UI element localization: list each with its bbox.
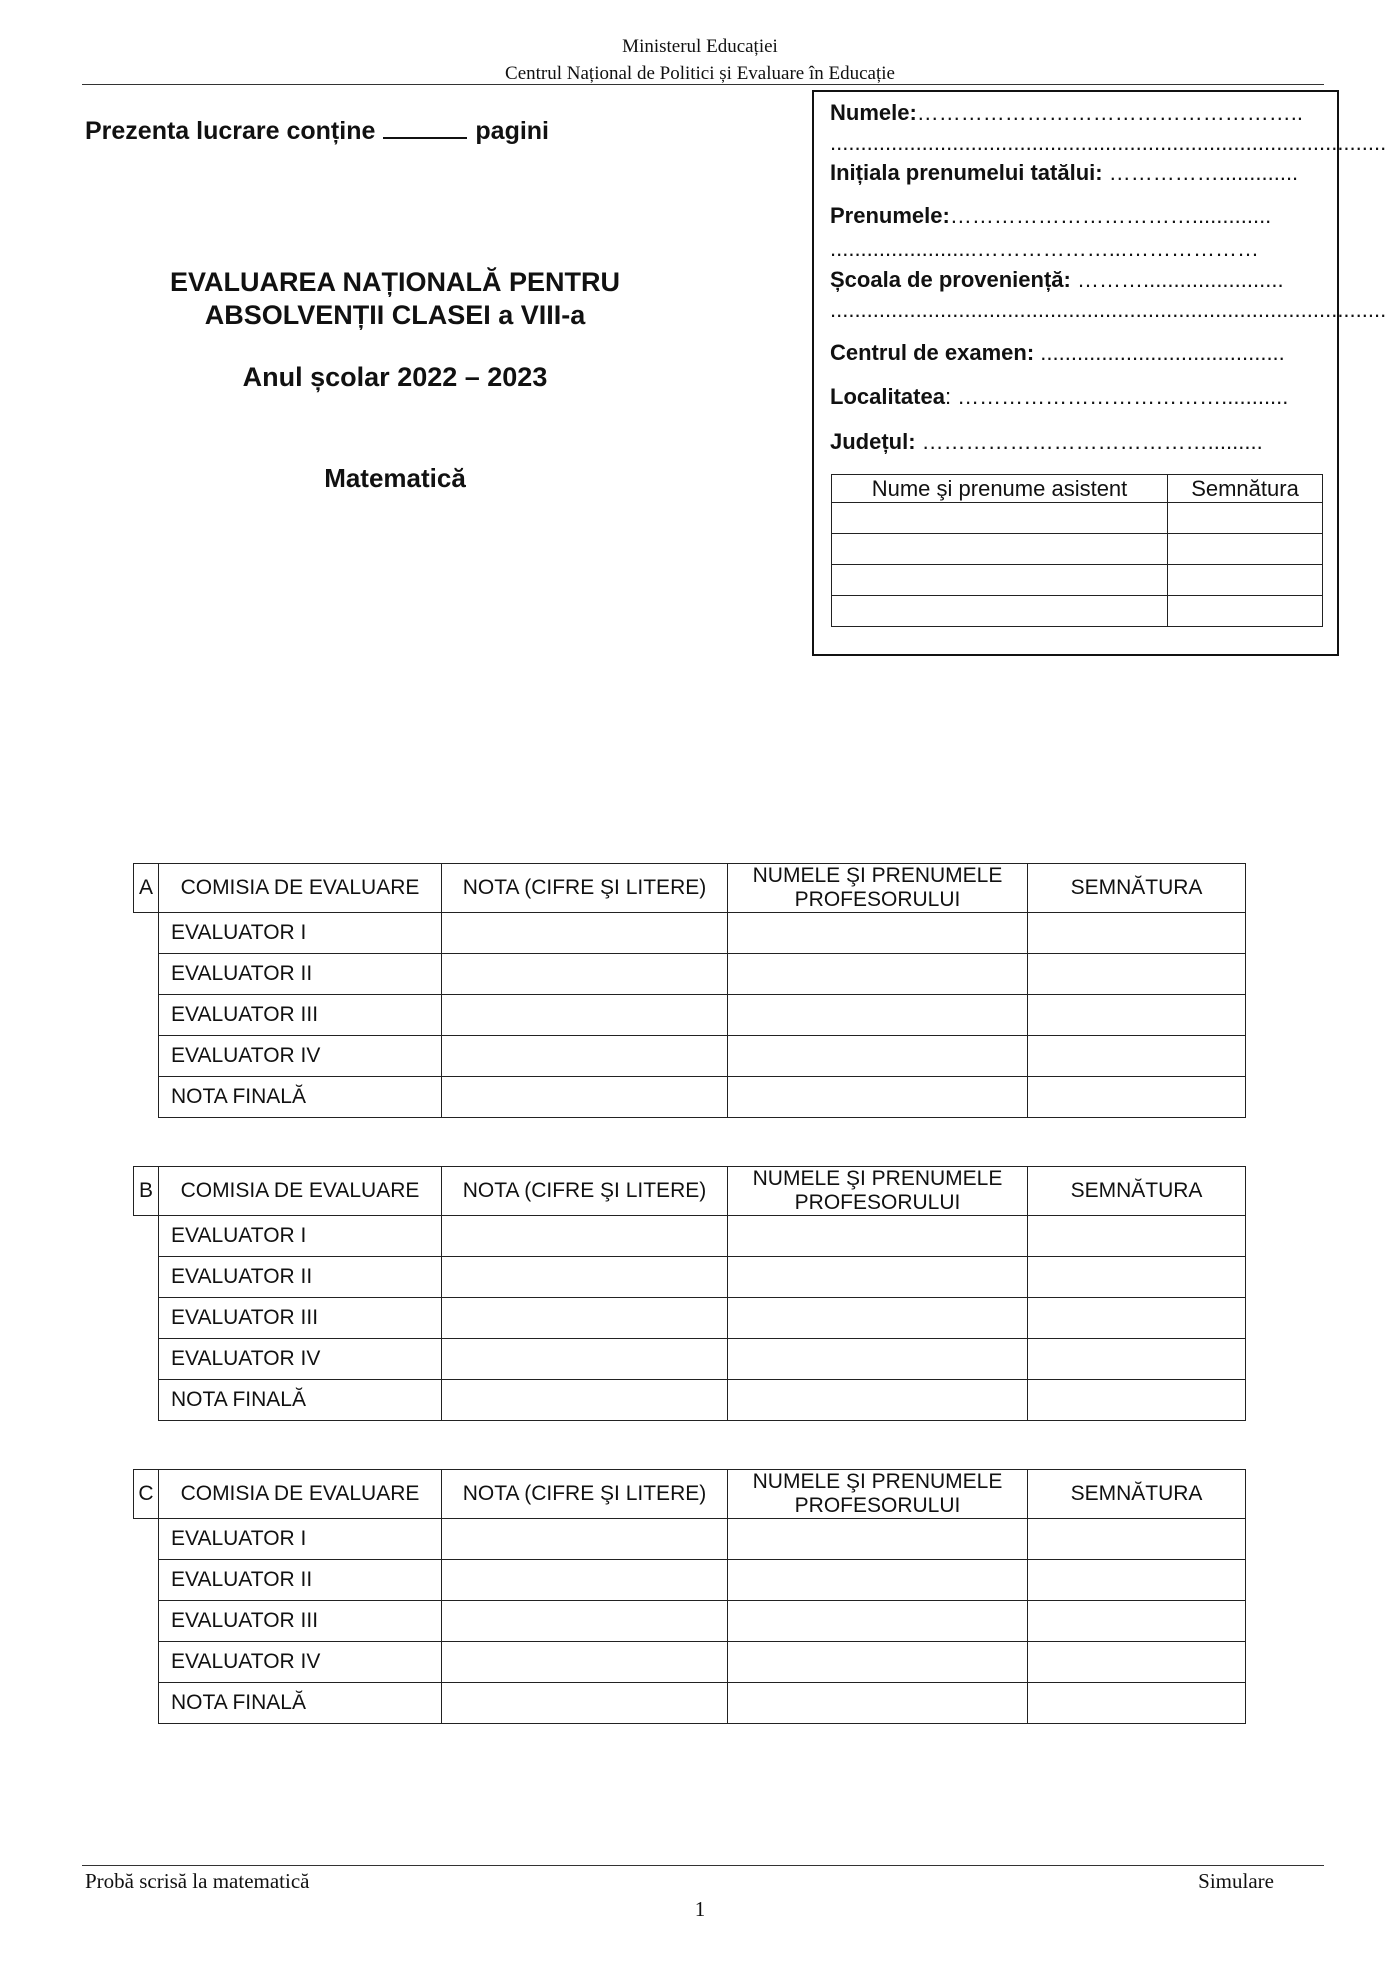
row-label: EVALUATOR III [159, 1601, 442, 1642]
row-label: EVALUATOR III [159, 1298, 442, 1339]
teacher-cell[interactable] [728, 995, 1028, 1036]
teacher-cell[interactable] [728, 1216, 1028, 1257]
grade-cell[interactable] [442, 1077, 728, 1118]
assistant-name-cell[interactable] [832, 596, 1168, 627]
grade-cell[interactable] [442, 954, 728, 995]
assistant-name-cell[interactable] [832, 534, 1168, 565]
signature-cell[interactable] [1028, 1077, 1246, 1118]
grade-cell[interactable] [442, 1257, 728, 1298]
exam-center-dots: ........................................ [1034, 340, 1285, 365]
school-field[interactable] [830, 267, 1322, 293]
spacer-cell [134, 913, 159, 954]
teacher-cell[interactable] [728, 1560, 1028, 1601]
signature-cell[interactable] [1028, 954, 1246, 995]
row-label: EVALUATOR IV [159, 1339, 442, 1380]
teacher-header-line-1: NUMELE ŞI PRENUMELE [752, 1167, 1003, 1190]
signature-cell[interactable] [1028, 1298, 1246, 1339]
school-year: Anul școlar 2022 – 2023 [242, 362, 548, 392]
signature-cell[interactable] [1028, 1519, 1246, 1560]
school-continuation: ........................................................................................... [830, 297, 1387, 322]
locality-dots: : ………………………………........... [944, 384, 1289, 409]
teacher-cell[interactable] [728, 1077, 1028, 1118]
assistant-signature-cell[interactable] [1168, 596, 1323, 627]
row-label: EVALUATOR I [159, 1519, 442, 1560]
exam-center-field[interactable] [830, 340, 1322, 366]
teacher-header-line-2: PROFESORULUI [794, 1494, 961, 1517]
teacher-cell[interactable] [728, 1683, 1028, 1724]
row-label: EVALUATOR II [159, 1560, 442, 1601]
teacher-cell[interactable] [728, 1601, 1028, 1642]
spacer-cell [134, 1216, 159, 1257]
spacer-cell [134, 1642, 159, 1683]
assistant-table [831, 474, 1323, 627]
spacer-cell [134, 1560, 159, 1601]
signature-cell[interactable] [1028, 1601, 1246, 1642]
committee-header: COMISIA DE EVALUARE [159, 1167, 442, 1216]
signature-cell[interactable] [1028, 1380, 1246, 1421]
row-label: EVALUATOR IV [159, 1036, 442, 1077]
first-name-continuation: ........................………………...……………… [830, 236, 1260, 261]
spacer-cell [134, 995, 159, 1036]
teacher-cell[interactable] [728, 1339, 1028, 1380]
teacher-cell[interactable] [728, 1642, 1028, 1683]
signature-cell[interactable] [1028, 1216, 1246, 1257]
signature-cell[interactable] [1028, 1683, 1246, 1724]
grade-cell[interactable] [442, 1683, 728, 1724]
spacer-cell [134, 1077, 159, 1118]
grading-table-a [133, 863, 1246, 1118]
teacher-header-line-2: PROFESORULUI [794, 888, 961, 911]
teacher-header [728, 864, 1028, 913]
page-number: 1 [694, 1897, 706, 1921]
page-header [0, 33, 1400, 87]
row-label: NOTA FINALĂ [159, 1683, 442, 1724]
assistant-signature-cell[interactable] [1168, 534, 1323, 565]
teacher-header-line-1: NUMELE ŞI PRENUMELE [752, 1470, 1003, 1493]
subject-title: Matematică [324, 463, 466, 493]
name-field[interactable] [830, 100, 1322, 126]
grade-cell[interactable] [442, 913, 728, 954]
teacher-cell[interactable] [728, 1519, 1028, 1560]
county-dots: …………………………………......... [915, 429, 1263, 454]
grade-cell[interactable] [442, 1560, 728, 1601]
signature-cell[interactable] [1028, 1257, 1246, 1298]
teacher-header [728, 1167, 1028, 1216]
teacher-cell[interactable] [728, 954, 1028, 995]
name-continuation: ........................................................................................... [830, 130, 1387, 155]
exam-title-line-1: EVALUAREA NAȚIONALĂ PENTRU [170, 267, 620, 297]
spacer-cell [134, 1601, 159, 1642]
spacer-cell [134, 1036, 159, 1077]
signature-header: SEMNĂTURA [1028, 1167, 1246, 1216]
committee-header: COMISIA DE EVALUARE [159, 864, 442, 913]
name-dots: …………………………………………….. [916, 100, 1304, 125]
row-label: NOTA FINALĂ [159, 1380, 442, 1421]
pages-suffix: pagini [475, 117, 549, 145]
county-field[interactable] [830, 429, 1322, 455]
grading-table-b [133, 1166, 1246, 1421]
assistant-name-header: Nume şi prenume asistent [832, 475, 1168, 503]
grade-header: NOTA (CIFRE ŞI LITERE) [442, 1167, 728, 1216]
row-label: EVALUATOR IV [159, 1642, 442, 1683]
signature-cell[interactable] [1028, 1036, 1246, 1077]
locality-field[interactable] [830, 384, 1322, 410]
row-label: EVALUATOR II [159, 954, 442, 995]
pages-count-line [85, 115, 549, 146]
first-name-field[interactable] [830, 203, 1322, 229]
father-initial-field[interactable] [830, 160, 1322, 186]
table-letter: B [134, 1167, 159, 1216]
school-dots: ………....................... [1070, 267, 1284, 292]
spacer-cell [134, 1339, 159, 1380]
table-letter: C [134, 1470, 159, 1519]
assistant-name-cell[interactable] [832, 565, 1168, 596]
teacher-cell[interactable] [728, 1257, 1028, 1298]
table-letter: A [134, 864, 159, 913]
grade-cell[interactable] [442, 1642, 728, 1683]
signature-cell[interactable] [1028, 995, 1246, 1036]
county-label: Județul: [830, 429, 916, 454]
spacer-cell [134, 954, 159, 995]
grade-cell[interactable] [442, 1036, 728, 1077]
first-name-label: Prenumele: [830, 203, 950, 228]
row-label: EVALUATOR I [159, 1216, 442, 1257]
grade-cell[interactable] [442, 1216, 728, 1257]
exam-center-label: Centrul de examen: [830, 340, 1035, 365]
grade-cell[interactable] [442, 1601, 728, 1642]
footer-exam-name: Probă scrisă la matematică [85, 1869, 310, 1893]
pages-prefix: Prezenta lucrare conține [85, 117, 376, 145]
row-label: NOTA FINALĂ [159, 1077, 442, 1118]
first-name-dots: ……………………………............. [949, 203, 1272, 228]
signature-cell[interactable] [1028, 1560, 1246, 1601]
father-initial-dots: ……………............. [1102, 160, 1299, 185]
candidate-id-box [812, 90, 1387, 656]
teacher-cell[interactable] [728, 1036, 1028, 1077]
footer-simulation-label: Simulare [1198, 1869, 1274, 1893]
school-label: Școala de proveniență: [830, 267, 1071, 292]
assistant-signature-cell[interactable] [1168, 565, 1323, 596]
name-label: Numele: [830, 100, 917, 125]
grade-cell[interactable] [442, 1380, 728, 1421]
footer-divider [82, 1865, 1324, 1866]
ministry-name: Ministerul Educației [622, 36, 778, 57]
committee-header: COMISIA DE EVALUARE [159, 1470, 442, 1519]
spacer-cell [134, 1380, 159, 1421]
teacher-header-line-1: NUMELE ŞI PRENUMELE [752, 864, 1003, 887]
assistant-signature-cell[interactable] [1168, 503, 1323, 534]
teacher-header [728, 1470, 1028, 1519]
grade-cell[interactable] [442, 995, 728, 1036]
header-divider [82, 84, 1324, 85]
locality-label: Localitatea [830, 384, 945, 409]
grade-header: NOTA (CIFRE ŞI LITERE) [442, 864, 728, 913]
signature-cell[interactable] [1028, 913, 1246, 954]
pages-count-blank[interactable] [383, 115, 467, 139]
grade-cell[interactable] [442, 1519, 728, 1560]
grade-header: NOTA (CIFRE ŞI LITERE) [442, 1470, 728, 1519]
exam-title [82, 266, 708, 332]
spacer-cell [134, 1257, 159, 1298]
teacher-cell[interactable] [728, 913, 1028, 954]
exam-title-line-2: ABSOLVENȚII CLASEI a VIII-a [204, 300, 586, 330]
teacher-header-line-2: PROFESORULUI [794, 1191, 961, 1214]
spacer-cell [134, 1683, 159, 1724]
row-label: EVALUATOR II [159, 1257, 442, 1298]
teacher-cell[interactable] [728, 1380, 1028, 1421]
signature-cell[interactable] [1028, 1339, 1246, 1380]
spacer-cell [134, 1519, 159, 1560]
center-name: Centrul Național de Politici și Evaluare în Educație [505, 63, 895, 84]
signature-cell[interactable] [1028, 1642, 1246, 1683]
row-label: EVALUATOR III [159, 995, 442, 1036]
row-label: EVALUATOR I [159, 913, 442, 954]
signature-header: SEMNĂTURA [1028, 1470, 1246, 1519]
grade-cell[interactable] [442, 1339, 728, 1380]
assistant-signature-header: Semnătura [1168, 475, 1323, 503]
grading-table-c [133, 1469, 1246, 1724]
father-initial-label: Inițiala prenumelui tatălui: [830, 160, 1103, 185]
teacher-cell[interactable] [728, 1298, 1028, 1339]
grade-cell[interactable] [442, 1298, 728, 1339]
signature-header: SEMNĂTURA [1028, 864, 1246, 913]
assistant-name-cell[interactable] [832, 503, 1168, 534]
spacer-cell [134, 1298, 159, 1339]
